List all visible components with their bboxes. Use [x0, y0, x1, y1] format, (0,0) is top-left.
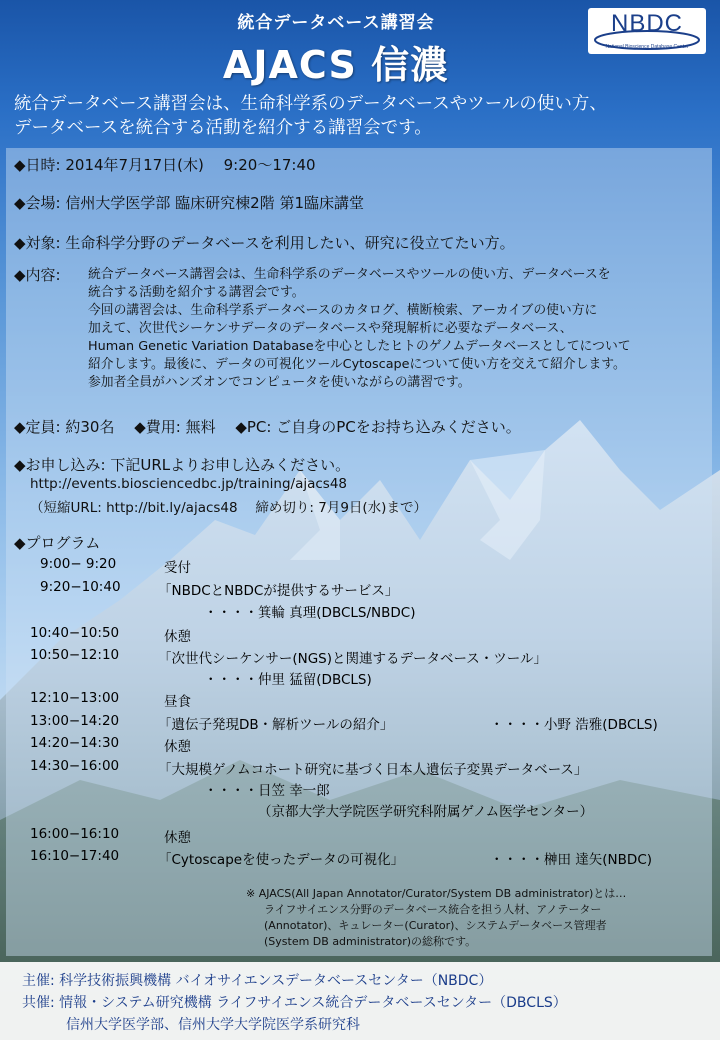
- program-time: 10:50−12:10: [30, 647, 120, 663]
- program-time: 14:30−16:00: [30, 758, 120, 774]
- ajacs-note: [246, 886, 686, 950]
- program-title: 「NBDCとNBDCが提供するサービス」: [158, 583, 399, 599]
- application-label: ◆お申し込み: 下記URLよりお申し込みください。: [14, 456, 351, 474]
- program-title: 「遺伝子発現DB・解析ツールの紹介」: [158, 717, 394, 733]
- venue-line: ◆会場: 信州大学医学部 臨床研究棟2階 第1臨床講堂: [14, 194, 364, 212]
- content-line: 統合する活動を紹介する講習会です。: [88, 285, 305, 300]
- program-time: 10:40−10:50: [30, 625, 120, 641]
- program-time: 12:10−13:00: [30, 690, 120, 706]
- note-line: ライフサイエンス分野のデータベース統合を担う人材、アノテーター: [264, 903, 602, 916]
- intro-line-1: 統合データベース講習会は、生命科学系のデータベースやツールの使い方、: [14, 94, 607, 114]
- short-url-deadline: （短縮URL: http://bit.ly/ajacs48 締め切り: 7月9日(水)まで）: [30, 500, 427, 516]
- content-label: ◆内容:: [14, 266, 61, 284]
- nbdc-logo: [588, 8, 706, 54]
- note-line: (System DB administrator)の総称です。: [264, 935, 477, 948]
- program-time: 16:10−17:40: [30, 848, 120, 864]
- program-title: 昼食: [164, 694, 191, 710]
- application-url-link[interactable]: http://events.biosciencedbc.jp/training/ajacs48: [30, 476, 348, 492]
- program-time: 13:00−14:20: [30, 713, 120, 729]
- note-line: (Annotator)、キュレーター(Curator)、システムデータベース管理者: [264, 919, 607, 932]
- program-speaker: ・・・・榊田 達矢(NBDC): [490, 852, 653, 868]
- program-title: 受付: [164, 560, 191, 576]
- program-speaker-affiliation: （京都大学大学院医学研究科附属ゲノム医学センター）: [258, 804, 594, 820]
- program-time: 16:00−16:10: [30, 826, 120, 842]
- logo-text: NBDC: [610, 10, 683, 37]
- content-line: 紹介します。最後に、データの可視化ツールCytoscapeについて使い方を交えて紹介します。: [88, 357, 626, 372]
- event-title: AJACS 信濃: [222, 43, 450, 87]
- intro-text: [14, 92, 714, 140]
- content-description: [88, 266, 631, 392]
- date-line: ◆日時: 2014年7月17日(木) 9:20〜17:40: [14, 156, 316, 174]
- capacity-fee-pc-line: ◆定員: 約30名 ◆費用: 無料 ◆PC: ご自身のPCをお持ち込みください。: [14, 418, 521, 436]
- program-title: 休憩: [164, 629, 191, 645]
- logo-subtext: National Bioscience Database Center: [605, 44, 689, 50]
- organizers-footer: [0, 962, 720, 1040]
- content-line: 加えて、次世代シーケンサデータのデータベースや発現解析に必要なデータベース、: [88, 321, 573, 336]
- content-line: 参加者全員がハンズオンでコンピュータを使いながらの講習です。: [88, 375, 471, 390]
- event-series-title: 統合データベース講習会: [237, 13, 435, 33]
- note-line: ※ AJACS(All Japan Annotator/Curator/System DB administrator)とは…: [246, 887, 627, 900]
- intro-line-2: データベースを統合する活動を紹介する講習会です。: [14, 118, 432, 138]
- program-title: 「Cytoscapeを使ったデータの可視化」: [158, 852, 405, 868]
- program-time: 9:00− 9:20: [40, 556, 117, 572]
- program-label: ◆プログラム: [14, 534, 101, 552]
- host-line: 主催: 科学技術振興機構 バイオサイエンスデータベースセンター（NBDC）: [22, 973, 493, 989]
- cohost-line-2: 信州大学医学部、信州大学大学院医学系研究科: [66, 1017, 360, 1033]
- program-time: 9:20−10:40: [40, 579, 121, 595]
- program-title: 休憩: [164, 739, 191, 755]
- content-line: 統合データベース講習会は、生命科学系のデータベースやツールの使い方、データベースを: [88, 267, 611, 282]
- program-speaker: ・・・・日笠 幸一郎: [204, 783, 330, 799]
- program-title: 「次世代シーケンサー(NGS)と関連するデータベース・ツール」: [158, 651, 548, 667]
- content-line: Human Genetic Variation Databaseを中心としたヒトのゲノムデータベースとしてについて: [88, 339, 631, 354]
- content-line: 今回の講習会は、生命科学系データベースのカタログ、横断検索、アーカイブの使い方に: [88, 303, 598, 318]
- program-speaker: ・・・・箕輪 真理(DBCLS/NBDC): [204, 605, 416, 621]
- cohost-line: 共催: 情報・システム研究機構 ライフサイエンス統合データベースセンター（DBCLS）: [22, 995, 567, 1011]
- program-speaker: ・・・・小野 浩雅(DBCLS): [490, 717, 658, 733]
- program-speaker: ・・・・仲里 猛留(DBCLS): [204, 672, 372, 688]
- program-title: 「大規模ゲノムコホート研究に基づく日本人遺伝子変異データベース」: [158, 762, 588, 778]
- program-time: 14:20−14:30: [30, 735, 120, 751]
- target-line: ◆対象: 生命科学分野のデータベースを利用したい、研究に役立てたい方。: [14, 234, 515, 252]
- program-title: 休憩: [164, 830, 191, 846]
